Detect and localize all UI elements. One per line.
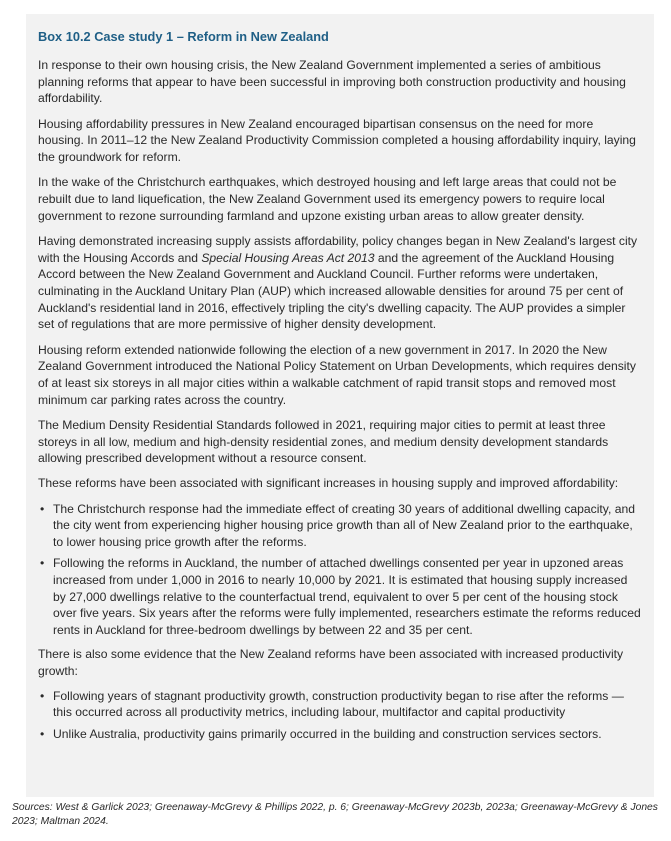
list-item bbox=[38, 555, 641, 639]
sources-note: Sources: West & Garlick 2023; Greenaway-McGrevy & Phillips 2022, p. 6; Greenaway-McGrevy 2023b, 2023a; Greenaway-McGrevy & Jones 2023; Maltman 2024. bbox=[12, 802, 658, 827]
paragraph-medium-density: The Medium Density Residential Standards followed in 2021, requiring major cities to permit at least three storeys in all low, medium and high-density residential zones, and medium density development standards allowing prescribed development without a resource consent. bbox=[38, 417, 609, 466]
list-item-text: Following the reforms in Auckland, the number of attached dwellings consented per year in upzoned areas increased from under 1,000 in 2016 to nearly 10,000 by 2021. It is estimated that housing supply increased by 27,000 dwellings relative to the counterfactual trend, equivalent to over 5 per cent of the housing stock over five years. Six years after the reforms were fully implemented, researchers estimate the reforms reduced rents in Auckland for three-bedroom dwellings by between 22 and 35 per cent. bbox=[53, 556, 641, 638]
list-item-text: Unlike Australia, productivity gains primarily occurred in the building and construction services sectors. bbox=[53, 726, 602, 741]
list-item-text: Following years of stagnant productivity growth, construction productivity began to rise after the reforms — this occurred across all productivity metrics, including labour, multifactor and capital productivity bbox=[53, 688, 624, 720]
paragraph-nationwide: Housing reform extended nationwide following the election of a new government in 2017. In 2020 the New Zealand Government introduced the National Policy Statement on Urban Developments, which requires density of at least six storeys in all major cities within a walkable catchment of rapid transit stops and removed most minimum car parking rates across the country. bbox=[38, 342, 636, 407]
paragraph-supply-intro: These reforms have been associated with significant increases in housing supply and improved affordability: bbox=[38, 476, 619, 491]
paragraph-christchurch: In the wake of the Christchurch earthquakes, which destroyed housing and left large areas that could not be rebuilt due to land liquefication, the New Zealand Government used its emergency powers to require local government to rezone surrounding farmland and upzone existing urban areas to allow greater density. bbox=[38, 175, 617, 223]
paragraph-productivity-intro: There is also some evidence that the New Zealand reforms have been associated with increased productivity growth: bbox=[38, 646, 624, 678]
paragraph-auckland-part-a: Having demonstrated increasing supply assists affordability, policy changes began in New Zealand's largest city with the Housing Accords and bbox=[38, 233, 638, 265]
list-item bbox=[38, 688, 641, 721]
paragraph-intro: In response to their own housing crisis, the New Zealand Government implemented a series of ambitious planning reforms that appear to have been successful in improving both construction productivity and housing affordability. bbox=[38, 58, 626, 106]
list-item bbox=[38, 726, 641, 743]
act-title: Special Housing Areas Act 2013 bbox=[201, 250, 375, 265]
list-item-text: The Christchurch response had the immediate effect of creating 30 years of additional dwelling capacity, and the city went from experiencing higher housing price growth than all of New Zealand prior to the earthquake, to lower housing price growth after the reforms. bbox=[53, 501, 635, 550]
list-item bbox=[38, 501, 641, 551]
bullet-icon: • bbox=[40, 688, 45, 703]
productivity-bullet-list bbox=[38, 688, 641, 743]
bullet-icon: • bbox=[40, 556, 45, 571]
box-title: Box 10.2 Case study 1 – Reform in New Zealand bbox=[38, 29, 329, 44]
supply-bullet-list bbox=[38, 501, 641, 639]
paragraph-auckland bbox=[38, 233, 641, 333]
bullet-icon: • bbox=[40, 501, 45, 516]
bullet-icon: • bbox=[40, 726, 45, 741]
paragraph-affordability-pressures: Housing affordability pressures in New Zealand encouraged bipartisan consensus on the need for more housing. In 2011–12 the New Zealand Productivity Commission completed a housing affordability inquiry, laying the groundwork for reform. bbox=[38, 116, 636, 165]
paragraph-auckland-part-b: and the agreement of the Auckland Housing Accord between the New Zealand Government and Auckland Council. Further reforms were undertaken, culminating in the Auckland Unitary Plan (AUP) which increased allowable densities for around 75 per cent of Auckland's residential land in 2016, effectively tripling the city's dwelling capacity. The AUP provides a simpler set of regulations that are more permissive of higher density development. bbox=[38, 250, 626, 332]
case-study-box bbox=[26, 14, 654, 797]
